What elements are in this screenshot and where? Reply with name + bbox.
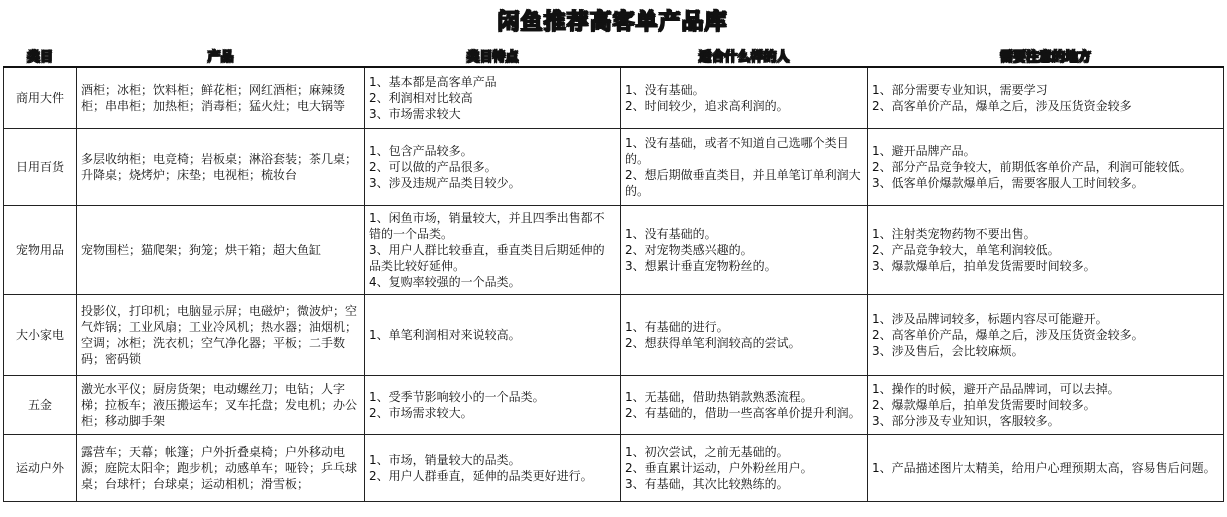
suitable-line: 2、想后期做垂直类目，并且单笔订单利润大的。 [625,168,861,198]
products-cell: 酒柜；冰柜；饮料柜；鲜花柜；网红酒柜；麻辣烫柜；串串柜；加热柜；消毒柜；猛火灶；电大锅等 [77,67,365,129]
feature-line: 1、受季节影响较小的一个品类。 [369,390,545,404]
features-cell [365,206,621,295]
suitable-line: 2、想获得单笔利润较高的尝试。 [625,336,801,350]
feature-line: 1、市场，销量较大的品类。 [369,453,521,467]
suitable-cell [621,376,868,435]
notes-cell [868,129,1224,206]
features-cell [365,67,621,129]
note-line: 1、注射类宠物药物不要出售。 [872,227,1036,241]
table-row [4,295,1224,376]
header-products: 产品 [77,44,365,67]
suitable-line: 3、想累计垂直宠物粉丝的。 [625,259,777,273]
suitable-cell [621,295,868,376]
notes-cell [868,295,1224,376]
suitable-line: 2、垂直累计运动，户外粉丝用户。 [625,461,813,475]
table-row [4,376,1224,435]
sheet-title: 闲鱼推荐高客单产品库 [497,10,728,35]
feature-line: 3、涉及违规产品类目较少。 [369,176,521,190]
features-cell [365,435,621,502]
note-line: 1、操作的时候，避开产品品牌词，可以去掉。 [872,382,1120,396]
suitable-line: 3、有基础，其次比较熟练的。 [625,477,789,491]
suitable-line: 2、对宠物类感兴趣的。 [625,243,753,257]
note-line: 1、涉及品牌词较多，标题内容尽可能避开。 [872,312,1108,326]
feature-line: 4、复购率较强的一个品类。 [369,275,521,289]
products-cell: 宠物围栏；猫爬架；狗笼；烘干箱；超大鱼缸 [77,206,365,295]
feature-line: 1、闲鱼市场，销量较大，并且四季出售都不错的一个品类。 [369,211,605,241]
feature-line: 1、单笔利润相对来说较高。 [369,328,521,342]
notes-cell [868,376,1224,435]
features-cell [365,129,621,206]
feature-line: 3、用户人群比较垂直，垂直类目后期延伸的品类比较好延伸。 [369,243,605,273]
features-cell [365,376,621,435]
note-line: 3、部分涉及专业知识，客服较多。 [872,414,1060,428]
suitable-line: 1、无基础，借助热销款熟悉流程。 [625,390,813,404]
feature-line: 1、基本都是高客单产品 [369,75,497,89]
feature-line: 2、可以做的产品很多。 [369,160,497,174]
feature-line: 2、用户人群垂直，延伸的品类更好进行。 [369,469,593,483]
products-cell: 多层收纳柜；电竞椅；岩板桌；淋浴套装；茶几桌；升降桌；烧烤炉；床垫；电视柜；梳妆台 [77,129,365,206]
note-line: 3、爆款爆单后，拍单发货需要时间较多。 [872,259,1096,273]
note-line: 1、产品描述图片太精美，给用户心理预期太高，容易售后问题。 [872,461,1216,475]
note-line: 2、产品竞争较大，单笔利润较低。 [872,243,1060,257]
feature-line: 2、利润相对比较高 [369,91,473,105]
table-row [4,206,1224,295]
note-line: 3、涉及售后，会比较麻烦。 [872,344,1024,358]
feature-line: 3、市场需求较大 [369,107,461,121]
category-cell: 大小家电 [4,295,77,376]
note-line: 1、部分需要专业知识，需要学习 [872,83,1048,97]
note-line: 2、高客单价产品，爆单之后，涉及压货资金较多。 [872,328,1144,342]
header-row [4,44,1224,67]
notes-cell [868,67,1224,129]
header-notes: 需要注意的地方 [868,44,1224,67]
suitable-line: 2、时间较少，追求高利润的。 [625,99,789,113]
table-row [4,435,1224,502]
suitable-cell [621,129,868,206]
suitable-line: 1、有基础的进行。 [625,320,729,334]
header-category: 类目 [4,44,77,67]
note-line: 2、高客单价产品，爆单之后，涉及压货资金较多 [872,99,1132,113]
category-cell: 五金 [4,376,77,435]
suitable-line: 1、没有基础，或者不知道自己选哪个类目的。 [625,136,849,166]
category-cell: 宠物用品 [4,206,77,295]
note-line: 1、避开品牌产品。 [872,144,976,158]
suitable-line: 2、有基础的，借助一些高客单价提升利润。 [625,406,861,420]
feature-line: 2、市场需求较大。 [369,406,473,420]
category-cell: 商用大件 [4,67,77,129]
suitable-line: 1、没有基础的。 [625,227,717,241]
products-cell: 激光水平仪；厨房货架；电动螺丝刀；电钻；人字梯；拉板车；液压搬运车；叉车托盘；发电机；办公柜；移动脚手架 [77,376,365,435]
products-cell: 露营车；天幕；帐篷；户外折叠桌椅；户外移动电源；庭院太阳伞；跑步机；动感单车；哑铃；乒乓球桌；台球杆；台球桌；运动相机；滑雪板； [77,435,365,502]
table-row [4,67,1224,129]
table-row [4,129,1224,206]
notes-cell [868,206,1224,295]
suitable-line: 1、初次尝试，之前无基础的。 [625,445,789,459]
feature-line: 1、包含产品较多。 [369,144,473,158]
note-line: 3、低客单价爆款爆单后，需要客服人工时间较多。 [872,176,1144,190]
category-cell: 运动户外 [4,435,77,502]
suitable-line: 1、没有基础。 [625,83,705,97]
note-line: 2、爆款爆单后，拍单发货需要时间较多。 [872,398,1096,412]
products-cell: 投影仪，打印机；电脑显示屏；电磁炉；微波炉；空气炸锅；工业风扇；工业冷风机；热水器；油烟机；空调；冰柜；洗衣机；空气净化器；平板；二手数码；密码锁 [77,295,365,376]
notes-cell [868,435,1224,502]
header-suitable: 适合什么样的人 [621,44,868,67]
suitable-cell [621,435,868,502]
header-features: 类目特点 [365,44,621,67]
product-table [3,44,1224,502]
category-cell: 日用百货 [4,129,77,206]
suitable-cell [621,67,868,129]
suitable-cell [621,206,868,295]
note-line: 2、部分产品竞争较大，前期低客单价产品，利润可能较低。 [872,160,1192,174]
features-cell [365,295,621,376]
